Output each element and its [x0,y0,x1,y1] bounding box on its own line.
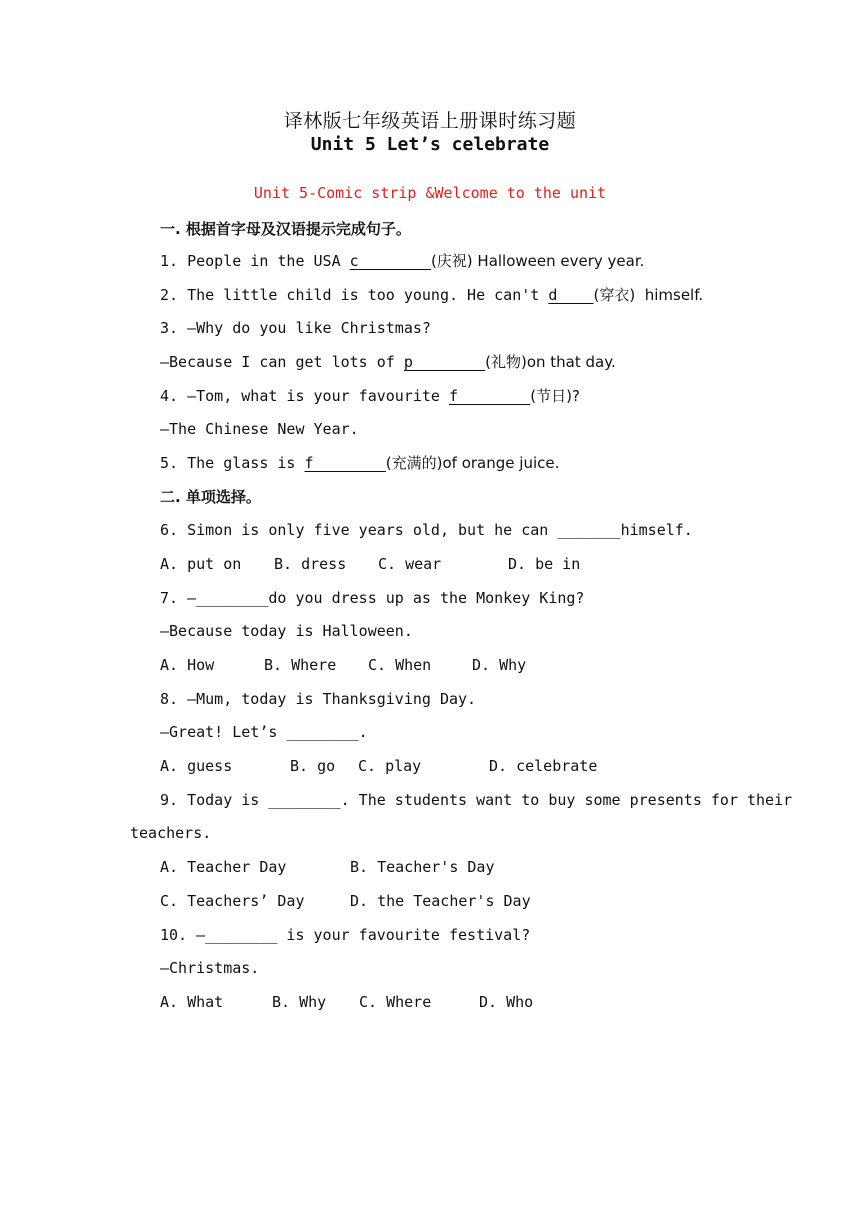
option-c: C. play [358,757,422,775]
option-a: A. Teacher Day [160,858,287,876]
option-b: B. Teacher's Day [350,858,495,876]
question-3: 3. —Why do you like Christmas? [160,319,431,337]
option-a: A. guess [160,757,233,775]
part2-heading: 二. 单项选择。 [160,488,261,506]
option-d: D. Why [472,656,527,674]
option-a: A. What [160,993,224,1011]
option-c: C. When [368,656,432,674]
answer-blank: d____ [548,286,594,304]
question-7-options [160,655,526,675]
option-b: B. dress [274,555,347,573]
section-title: Unit 5-Comic strip &Welcome to the unit [253,184,607,202]
option-b: B. Why [272,993,327,1011]
option-d: D. Who [479,993,534,1011]
option-d: D. celebrate [489,757,598,775]
question-3-reply: —Because I can get lots of p________(礼物)on that day. [160,353,616,371]
answer-blank: f________ [448,387,531,405]
question-10-options [160,992,533,1012]
question-8-options [160,756,597,776]
option-a: A. put on [160,555,242,573]
question-7-reply: —Because today is Halloween. [160,622,413,640]
question-1: 1. People in the USA c________(庆祝) Halloween every year. [160,252,645,270]
question-10: 10. —________ is your favourite festival? [160,926,531,944]
answer-blank: p________ [403,353,486,371]
question-6-options [160,554,580,574]
question-8: 8. —Mum, today is Thanksgiving Day. [160,690,477,708]
option-d: D. the Teacher's Day [350,892,531,910]
option-c: C. Where [359,993,432,1011]
question-8-reply: —Great! Let’s ________. [160,723,368,741]
option-b: B. go [290,757,336,775]
question-6: 6. Simon is only five years old, but he can _______himself. [160,521,693,539]
question-7: 7. —________do you dress up as the Monkey King? [160,589,585,607]
question-4-answer: —The Chinese New Year. [160,420,359,438]
option-a: A. How [160,656,215,674]
option-b: B. Where [264,656,337,674]
question-9-options-row1 [160,857,495,877]
option-c: C. wear [378,555,442,573]
question-10-reply: —Christmas. [160,959,260,977]
option-d: D. be in [508,555,581,573]
question-9-continued: teachers. [130,824,212,842]
question-9-options-row2 [160,891,531,911]
question-4: 4. —Tom, what is your favourite f________(节日)? [160,387,580,405]
question-5: 5. The glass is f________(充满的)of orange juice. [160,454,560,472]
option-c: C. Teachers’ Day [160,892,305,910]
unit-title: Unit 5 Let’s celebrate [310,134,550,155]
part1-heading: 一. 根据首字母及汉语提示完成句子。 [160,220,411,238]
document-title: 译林版七年级英语上册课时练习题 [283,110,577,132]
question-9: 9. Today is ________. The students want to buy some presents for their [160,791,793,809]
question-2: 2. The little child is too young. He can't d____(穿衣) himself. [160,286,704,304]
answer-blank: c________ [349,252,431,270]
answer-blank: f________ [304,454,386,472]
